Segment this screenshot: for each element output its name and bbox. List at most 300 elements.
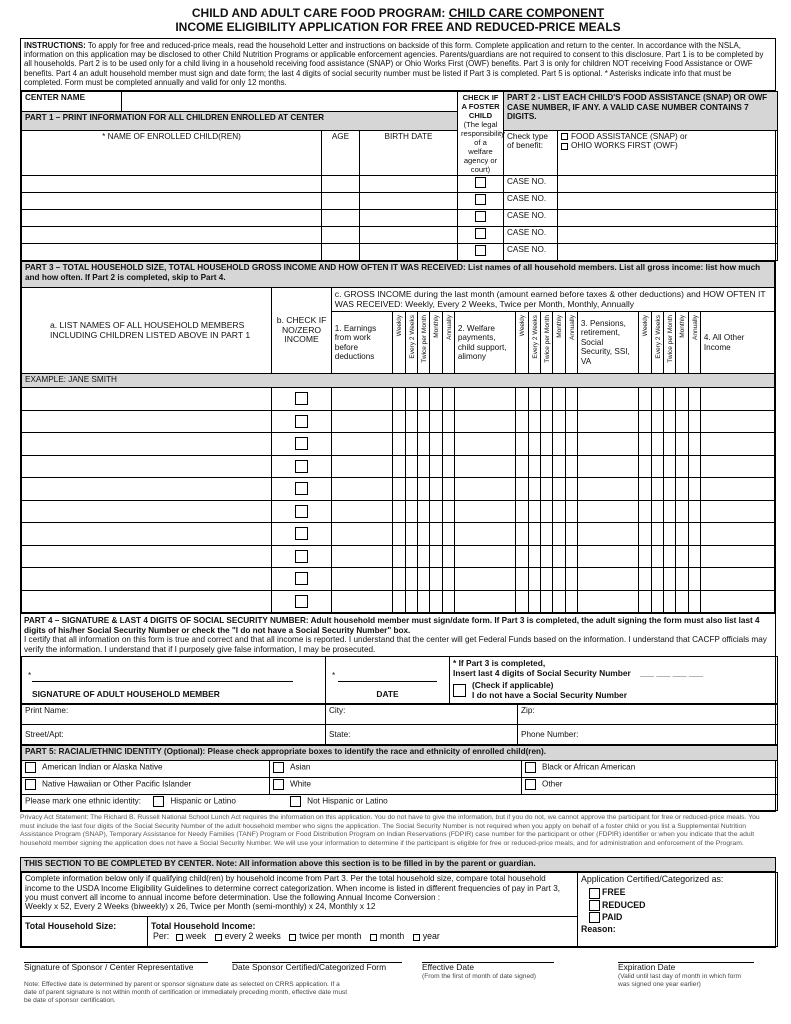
case-no-label: CASE NO. xyxy=(504,193,558,210)
frequency-cell[interactable] xyxy=(639,590,651,613)
income-amount-field[interactable] xyxy=(577,455,639,478)
instructions-text: To apply for free and reduced-price meals, read the household Letter and instructions on backside of this form. Complete application and return to the center. In accordance with the NSLA, information on this application may be disclosed to other Child Nutrition Programs or applicable enforcement agencies. Parents/guardians are not required to consent to this disclosure. Part 1 is to be completed by all households. Part 2 is to be used only for a child living in a household receiving food assistance (SNAP) or Ohio Works First (OWF) benefits. Part 3 is only for children NOT receiving Food Assistance or OWF benefits. Part 4 an adult household member must sign and date form; the last 4 digits of social security number must be listed if Part 3 is completed. Part 5 is optional. * Asterisks indicate info that must be completed. Form must be completed annually and valid for only 12 months. xyxy=(24,41,764,87)
income-amount-field[interactable] xyxy=(331,523,393,546)
frequency-cell[interactable] xyxy=(663,388,675,411)
center-name-field[interactable] xyxy=(122,92,458,112)
frequency-cell[interactable] xyxy=(540,590,552,613)
income-amount-field[interactable] xyxy=(577,523,639,546)
per-year-checkbox[interactable] xyxy=(413,934,420,941)
zero-income-checkbox[interactable] xyxy=(295,527,308,540)
frequency-cell[interactable] xyxy=(663,568,675,591)
frequency-cell[interactable] xyxy=(676,500,688,523)
frequency-cell[interactable] xyxy=(639,433,651,456)
frequency-cell[interactable] xyxy=(565,545,577,568)
frequency-cell[interactable] xyxy=(528,433,540,456)
frequency-cell[interactable] xyxy=(516,388,528,411)
frequency-cell[interactable] xyxy=(417,410,429,433)
member-name-field[interactable] xyxy=(22,388,272,411)
zero-income-checkbox[interactable] xyxy=(295,392,308,405)
child-row xyxy=(22,210,778,227)
frequency-cell[interactable] xyxy=(565,500,577,523)
phone-field[interactable] xyxy=(518,725,778,745)
member-name-field[interactable] xyxy=(22,410,272,433)
frequency-cell[interactable] xyxy=(417,545,429,568)
child-name-field[interactable] xyxy=(22,244,322,261)
frequency-cell[interactable] xyxy=(565,478,577,501)
frequency-cell[interactable] xyxy=(442,545,454,568)
per-week-label: week xyxy=(185,931,207,942)
member-name-field[interactable] xyxy=(22,478,272,501)
frequency-cell[interactable] xyxy=(676,568,688,591)
child-row xyxy=(22,193,778,210)
street-field[interactable] xyxy=(22,725,326,745)
frequency-cell[interactable] xyxy=(651,545,663,568)
race-checkbox[interactable] xyxy=(525,762,536,773)
city-field[interactable] xyxy=(326,705,518,725)
income-amount-field[interactable] xyxy=(454,478,516,501)
frequency-cell[interactable] xyxy=(663,500,675,523)
frequency-cell[interactable] xyxy=(676,388,688,411)
frequency-cell[interactable] xyxy=(639,455,651,478)
race-checkbox[interactable] xyxy=(273,762,284,773)
frequency-cell[interactable] xyxy=(405,410,417,433)
income-amount-field[interactable] xyxy=(331,410,393,433)
zero-income-checkbox[interactable] xyxy=(295,595,308,608)
frequency-cell[interactable] xyxy=(688,590,700,613)
income-amount-field[interactable] xyxy=(577,500,639,523)
household-income-label: Total Household Income: xyxy=(151,921,256,932)
frequency-cell[interactable] xyxy=(405,433,417,456)
zip-label: Zip: xyxy=(521,706,535,715)
welfare-header: 2. Welfare payments, child support, alimony xyxy=(454,312,516,374)
frequency-cell[interactable] xyxy=(553,500,565,523)
child-name-field[interactable] xyxy=(22,176,322,193)
frequency-cell[interactable] xyxy=(430,455,442,478)
frequency-cell[interactable] xyxy=(516,433,528,456)
per-week-checkbox[interactable] xyxy=(176,934,183,941)
frequency-cell[interactable] xyxy=(688,523,700,546)
case-no-field[interactable] xyxy=(558,227,778,244)
child-age-field[interactable] xyxy=(322,244,360,261)
frequency-cell[interactable] xyxy=(676,545,688,568)
frequency-cell[interactable] xyxy=(540,410,552,433)
child-age-field[interactable] xyxy=(322,227,360,244)
frequency-cell[interactable] xyxy=(540,478,552,501)
frequency-cell[interactable] xyxy=(688,545,700,568)
income-amount-field[interactable] xyxy=(454,523,516,546)
frequency-cell[interactable] xyxy=(528,410,540,433)
frequency-cell[interactable] xyxy=(442,568,454,591)
income-amount-field[interactable] xyxy=(700,545,774,568)
frequency-cell[interactable] xyxy=(442,455,454,478)
frequency-cell[interactable] xyxy=(540,455,552,478)
zero-income-checkbox[interactable] xyxy=(295,460,308,473)
per-twice-label: twice per month xyxy=(299,931,362,942)
case-no-field[interactable] xyxy=(558,193,778,210)
frequency-cell[interactable] xyxy=(405,590,417,613)
frequency-cell[interactable] xyxy=(676,455,688,478)
effective-date[interactable] xyxy=(422,954,554,981)
center-section-title: THIS SECTION TO BE COMPLETED BY CENTER. Note: All information above this section is to be filled in by the parent or guardian. xyxy=(21,858,775,872)
child-birthdate-field[interactable] xyxy=(360,193,458,210)
income-amount-field[interactable] xyxy=(577,433,639,456)
foster-checkbox[interactable] xyxy=(475,228,486,239)
sponsor-signature[interactable] xyxy=(24,954,208,973)
income-amount-field[interactable] xyxy=(331,500,393,523)
frequency-cell[interactable] xyxy=(540,500,552,523)
frequency-cell[interactable] xyxy=(516,500,528,523)
income-amount-field[interactable] xyxy=(331,590,393,613)
frequency-cell[interactable] xyxy=(688,433,700,456)
frequency-cell[interactable] xyxy=(417,568,429,591)
income-amount-field[interactable] xyxy=(331,433,393,456)
frequency-cell[interactable] xyxy=(688,568,700,591)
frequency-cell[interactable] xyxy=(393,410,405,433)
frequency-cell[interactable] xyxy=(442,478,454,501)
frequency-cell[interactable] xyxy=(639,388,651,411)
child-name-field[interactable] xyxy=(22,227,322,244)
race-label: Asian xyxy=(290,762,311,772)
income-amount-field[interactable] xyxy=(331,568,393,591)
frequency-cell[interactable] xyxy=(565,455,577,478)
case-no-field[interactable] xyxy=(558,244,778,261)
per-month-checkbox[interactable] xyxy=(370,934,377,941)
income-amount-field[interactable] xyxy=(454,388,516,411)
frequency-cell[interactable] xyxy=(516,410,528,433)
frequency-cell[interactable] xyxy=(417,478,429,501)
frequency-cell[interactable] xyxy=(405,455,417,478)
not-hispanic-checkbox[interactable] xyxy=(290,796,301,807)
frequency-cell[interactable] xyxy=(553,590,565,613)
frequency-cell[interactable] xyxy=(417,455,429,478)
frequency-cell[interactable] xyxy=(553,568,565,591)
zero-income-checkbox[interactable] xyxy=(295,505,308,518)
frequency-cell[interactable] xyxy=(442,590,454,613)
frequency-cell[interactable] xyxy=(516,478,528,501)
frequency-cell[interactable] xyxy=(516,523,528,546)
household-member-row xyxy=(22,523,775,546)
per-2weeks-checkbox[interactable] xyxy=(215,934,222,941)
frequency-cell[interactable] xyxy=(528,568,540,591)
income-amount-field[interactable] xyxy=(331,455,393,478)
frequency-cell[interactable] xyxy=(540,545,552,568)
frequency-cell[interactable] xyxy=(442,523,454,546)
frequency-cell[interactable] xyxy=(663,590,675,613)
income-amount-field[interactable] xyxy=(454,545,516,568)
frequency-cell[interactable] xyxy=(688,500,700,523)
income-amount-field[interactable] xyxy=(454,410,516,433)
foster-checkbox[interactable] xyxy=(475,211,486,222)
income-amount-field[interactable] xyxy=(577,478,639,501)
income-amount-field[interactable] xyxy=(700,523,774,546)
ssn-input[interactable]: ___ ___ ___ ___ xyxy=(640,668,703,678)
frequency-cell[interactable] xyxy=(688,478,700,501)
frequency-cell[interactable] xyxy=(405,500,417,523)
child-age-field[interactable] xyxy=(322,193,360,210)
frequency-cell[interactable] xyxy=(553,388,565,411)
freq-monthly: Monthly xyxy=(433,315,441,338)
frequency-cell[interactable] xyxy=(430,590,442,613)
frequency-cell[interactable] xyxy=(417,590,429,613)
frequency-cell[interactable] xyxy=(393,478,405,501)
application-frame xyxy=(20,38,776,812)
print-name-field[interactable] xyxy=(22,705,326,725)
free-checkbox[interactable] xyxy=(589,888,600,899)
zero-income-checkbox[interactable] xyxy=(295,437,308,450)
frequency-cell[interactable] xyxy=(516,455,528,478)
frequency-cell[interactable] xyxy=(405,478,417,501)
income-amount-field[interactable] xyxy=(700,388,774,411)
frequency-cell[interactable] xyxy=(540,388,552,411)
state-field[interactable] xyxy=(326,725,518,745)
frequency-cell[interactable] xyxy=(528,455,540,478)
reduced-checkbox[interactable] xyxy=(589,900,600,911)
income-amount-field[interactable] xyxy=(577,568,639,591)
frequency-cell[interactable] xyxy=(639,478,651,501)
income-amount-field[interactable] xyxy=(331,388,393,411)
frequency-cell[interactable] xyxy=(565,410,577,433)
race-option xyxy=(22,761,270,778)
frequency-cell[interactable] xyxy=(553,433,565,456)
frequency-cell[interactable] xyxy=(417,523,429,546)
member-name-field[interactable] xyxy=(22,455,272,478)
part1-part2-table xyxy=(21,91,778,261)
frequency-cell[interactable] xyxy=(639,545,651,568)
frequency-cell[interactable] xyxy=(651,455,663,478)
frequency-cell[interactable] xyxy=(430,545,442,568)
frequency-cell[interactable] xyxy=(663,410,675,433)
child-birthdate-field[interactable] xyxy=(360,227,458,244)
income-amount-field[interactable] xyxy=(700,410,774,433)
frequency-cell[interactable] xyxy=(393,523,405,546)
income-amount-field[interactable] xyxy=(700,590,774,613)
frequency-cell[interactable] xyxy=(651,478,663,501)
frequency-cell[interactable] xyxy=(663,523,675,546)
reason-field[interactable] xyxy=(581,924,774,934)
frequency-cell[interactable] xyxy=(688,388,700,411)
frequency-cell[interactable] xyxy=(442,388,454,411)
member-name-field[interactable] xyxy=(22,590,272,613)
owf-checkbox[interactable] xyxy=(561,143,568,150)
income-amount-field[interactable] xyxy=(454,433,516,456)
income-amount-field[interactable] xyxy=(331,545,393,568)
case-no-label: CASE NO. xyxy=(504,176,558,193)
frequency-cell[interactable] xyxy=(639,568,651,591)
child-name-field[interactable] xyxy=(22,210,322,227)
member-name-field[interactable] xyxy=(22,500,272,523)
frequency-cell[interactable] xyxy=(565,568,577,591)
member-name-field[interactable] xyxy=(22,545,272,568)
income-amount-field[interactable] xyxy=(577,590,639,613)
income-amount-field[interactable] xyxy=(700,455,774,478)
frequency-cell[interactable] xyxy=(430,500,442,523)
frequency-cell[interactable] xyxy=(393,590,405,613)
frequency-cell[interactable] xyxy=(430,410,442,433)
per-twice-checkbox[interactable] xyxy=(289,934,296,941)
date-cell[interactable]: * DATE xyxy=(326,657,450,704)
frequency-cell[interactable] xyxy=(430,568,442,591)
frequency-cell[interactable] xyxy=(528,545,540,568)
frequency-cell[interactable] xyxy=(639,523,651,546)
frequency-cell[interactable] xyxy=(393,388,405,411)
frequency-cell[interactable] xyxy=(639,500,651,523)
household-member-row xyxy=(22,455,775,478)
frequency-cell[interactable] xyxy=(553,410,565,433)
member-name-field[interactable] xyxy=(22,568,272,591)
household-size-field[interactable] xyxy=(22,917,148,947)
frequency-cell[interactable] xyxy=(663,545,675,568)
frequency-cell[interactable] xyxy=(417,388,429,411)
sponsor-date[interactable] xyxy=(232,954,402,973)
frequency-cell[interactable] xyxy=(442,433,454,456)
income-amount-field[interactable] xyxy=(454,500,516,523)
income-amount-field[interactable] xyxy=(577,388,639,411)
frequency-cell[interactable] xyxy=(553,523,565,546)
race-checkbox[interactable] xyxy=(25,779,36,790)
frequency-cell[interactable] xyxy=(565,590,577,613)
frequency-cell[interactable] xyxy=(430,433,442,456)
frequency-cell[interactable] xyxy=(516,568,528,591)
frequency-cell[interactable] xyxy=(442,410,454,433)
zip-field[interactable] xyxy=(518,705,778,725)
income-amount-field[interactable] xyxy=(454,590,516,613)
frequency-cell[interactable] xyxy=(430,478,442,501)
frequency-cell[interactable] xyxy=(651,410,663,433)
frequency-cell[interactable] xyxy=(405,545,417,568)
race-checkbox[interactable] xyxy=(525,779,536,790)
paid-checkbox[interactable] xyxy=(589,912,600,923)
frequency-cell[interactable] xyxy=(651,388,663,411)
foster-checkbox[interactable] xyxy=(475,194,486,205)
child-birthdate-field[interactable] xyxy=(360,210,458,227)
frequency-cell[interactable] xyxy=(651,500,663,523)
frequency-cell[interactable] xyxy=(688,455,700,478)
race-checkbox[interactable] xyxy=(273,779,284,790)
zero-income-header: b. CHECK IF NO/ZERO INCOME xyxy=(272,288,331,374)
zero-income-checkbox[interactable] xyxy=(295,572,308,585)
frequency-cell[interactable] xyxy=(676,478,688,501)
frequency-cell[interactable] xyxy=(405,568,417,591)
frequency-cell[interactable] xyxy=(516,545,528,568)
frequency-cell[interactable] xyxy=(540,523,552,546)
frequency-cell[interactable] xyxy=(442,500,454,523)
income-amount-field[interactable] xyxy=(577,410,639,433)
frequency-cell[interactable] xyxy=(651,568,663,591)
income-amount-field[interactable] xyxy=(700,500,774,523)
frequency-cell[interactable] xyxy=(528,388,540,411)
foster-checkbox[interactable] xyxy=(475,177,486,188)
child-birthdate-field[interactable] xyxy=(360,176,458,193)
zero-income-checkbox[interactable] xyxy=(295,550,308,563)
income-amount-field[interactable] xyxy=(454,455,516,478)
frequency-cell[interactable] xyxy=(553,455,565,478)
income-amount-field[interactable] xyxy=(700,478,774,501)
frequency-cell[interactable] xyxy=(553,545,565,568)
frequency-cell[interactable] xyxy=(405,388,417,411)
zero-income-checkbox[interactable] xyxy=(295,482,308,495)
frequency-cell[interactable] xyxy=(663,478,675,501)
frequency-cell[interactable] xyxy=(565,388,577,411)
frequency-cell[interactable] xyxy=(688,410,700,433)
frequency-cell[interactable] xyxy=(393,568,405,591)
frequency-cell[interactable] xyxy=(417,433,429,456)
income-amount-field[interactable] xyxy=(700,568,774,591)
frequency-cell[interactable] xyxy=(553,478,565,501)
frequency-cell[interactable] xyxy=(651,523,663,546)
frequency-cell[interactable] xyxy=(565,523,577,546)
frequency-cell[interactable] xyxy=(565,433,577,456)
case-no-field[interactable] xyxy=(558,176,778,193)
income-amount-field[interactable] xyxy=(577,545,639,568)
income-amount-field[interactable] xyxy=(331,478,393,501)
foster-cell xyxy=(458,210,504,227)
frequency-cell[interactable] xyxy=(393,455,405,478)
frequency-cell[interactable] xyxy=(528,523,540,546)
state-label: State: xyxy=(329,730,351,739)
frequency-cell[interactable] xyxy=(663,433,675,456)
child-name-field[interactable] xyxy=(22,193,322,210)
expiration-date[interactable] xyxy=(618,954,754,989)
frequency-cell[interactable] xyxy=(651,433,663,456)
foster-checkbox[interactable] xyxy=(475,245,486,256)
race-checkbox[interactable] xyxy=(25,762,36,773)
case-no-field[interactable] xyxy=(558,210,778,227)
household-income-field[interactable] xyxy=(148,917,578,947)
household-member-row xyxy=(22,388,775,411)
frequency-cell[interactable] xyxy=(663,455,675,478)
child-age-field[interactable] xyxy=(322,176,360,193)
frequency-cell[interactable] xyxy=(540,433,552,456)
freq-twice-per-month: Twice per Month xyxy=(543,315,551,363)
frequency-cell[interactable] xyxy=(676,410,688,433)
income-amount-field[interactable] xyxy=(700,433,774,456)
frequency-cell[interactable] xyxy=(430,523,442,546)
frequency-cell[interactable] xyxy=(528,500,540,523)
race-option xyxy=(270,761,522,778)
birthdate-header: BIRTH DATE xyxy=(360,131,458,176)
no-ssn-checkbox[interactable] xyxy=(453,684,466,697)
snap-checkbox[interactable] xyxy=(561,133,568,140)
frequency-cell[interactable] xyxy=(676,590,688,613)
sponsor-signature-label: Signature of Sponsor / Center Representative xyxy=(24,962,194,973)
frequency-cell[interactable] xyxy=(528,590,540,613)
frequency-cell[interactable] xyxy=(639,410,651,433)
frequency-cell[interactable] xyxy=(651,590,663,613)
child-birthdate-field[interactable] xyxy=(360,244,458,261)
part4-title: PART 4 – SIGNATURE & LAST 4 DIGITS OF SOCIAL SECURITY NUMBER: Adult household member must sign/date form. If Part 3 is completed, the adult signing the form must also list last 4 digits of his/her Social Security Number or check the "I do not have a Social Security Number" box. xyxy=(24,616,760,635)
frequency-cell[interactable] xyxy=(393,500,405,523)
member-name-field[interactable] xyxy=(22,523,272,546)
frequency-cell[interactable] xyxy=(528,478,540,501)
frequency-cell[interactable] xyxy=(516,590,528,613)
frequency-cell[interactable] xyxy=(676,523,688,546)
frequency-cell[interactable] xyxy=(405,523,417,546)
frequency-cell[interactable] xyxy=(540,568,552,591)
child-age-field[interactable] xyxy=(322,210,360,227)
frequency-cell[interactable] xyxy=(676,433,688,456)
signature-cell[interactable]: * SIGNATURE OF ADULT HOUSEHOLD MEMBER xyxy=(22,657,326,704)
title-underlined: CHILD CARE COMPONENT xyxy=(448,6,605,20)
income-amount-field[interactable] xyxy=(454,568,516,591)
date-label: DATE xyxy=(376,689,399,700)
member-name-field[interactable] xyxy=(22,433,272,456)
frequency-cell[interactable] xyxy=(430,388,442,411)
frequency-cell[interactable] xyxy=(417,500,429,523)
zero-income-checkbox[interactable] xyxy=(295,415,308,428)
hispanic-checkbox[interactable] xyxy=(153,796,164,807)
frequency-cell[interactable] xyxy=(393,545,405,568)
frequency-cell[interactable] xyxy=(393,433,405,456)
